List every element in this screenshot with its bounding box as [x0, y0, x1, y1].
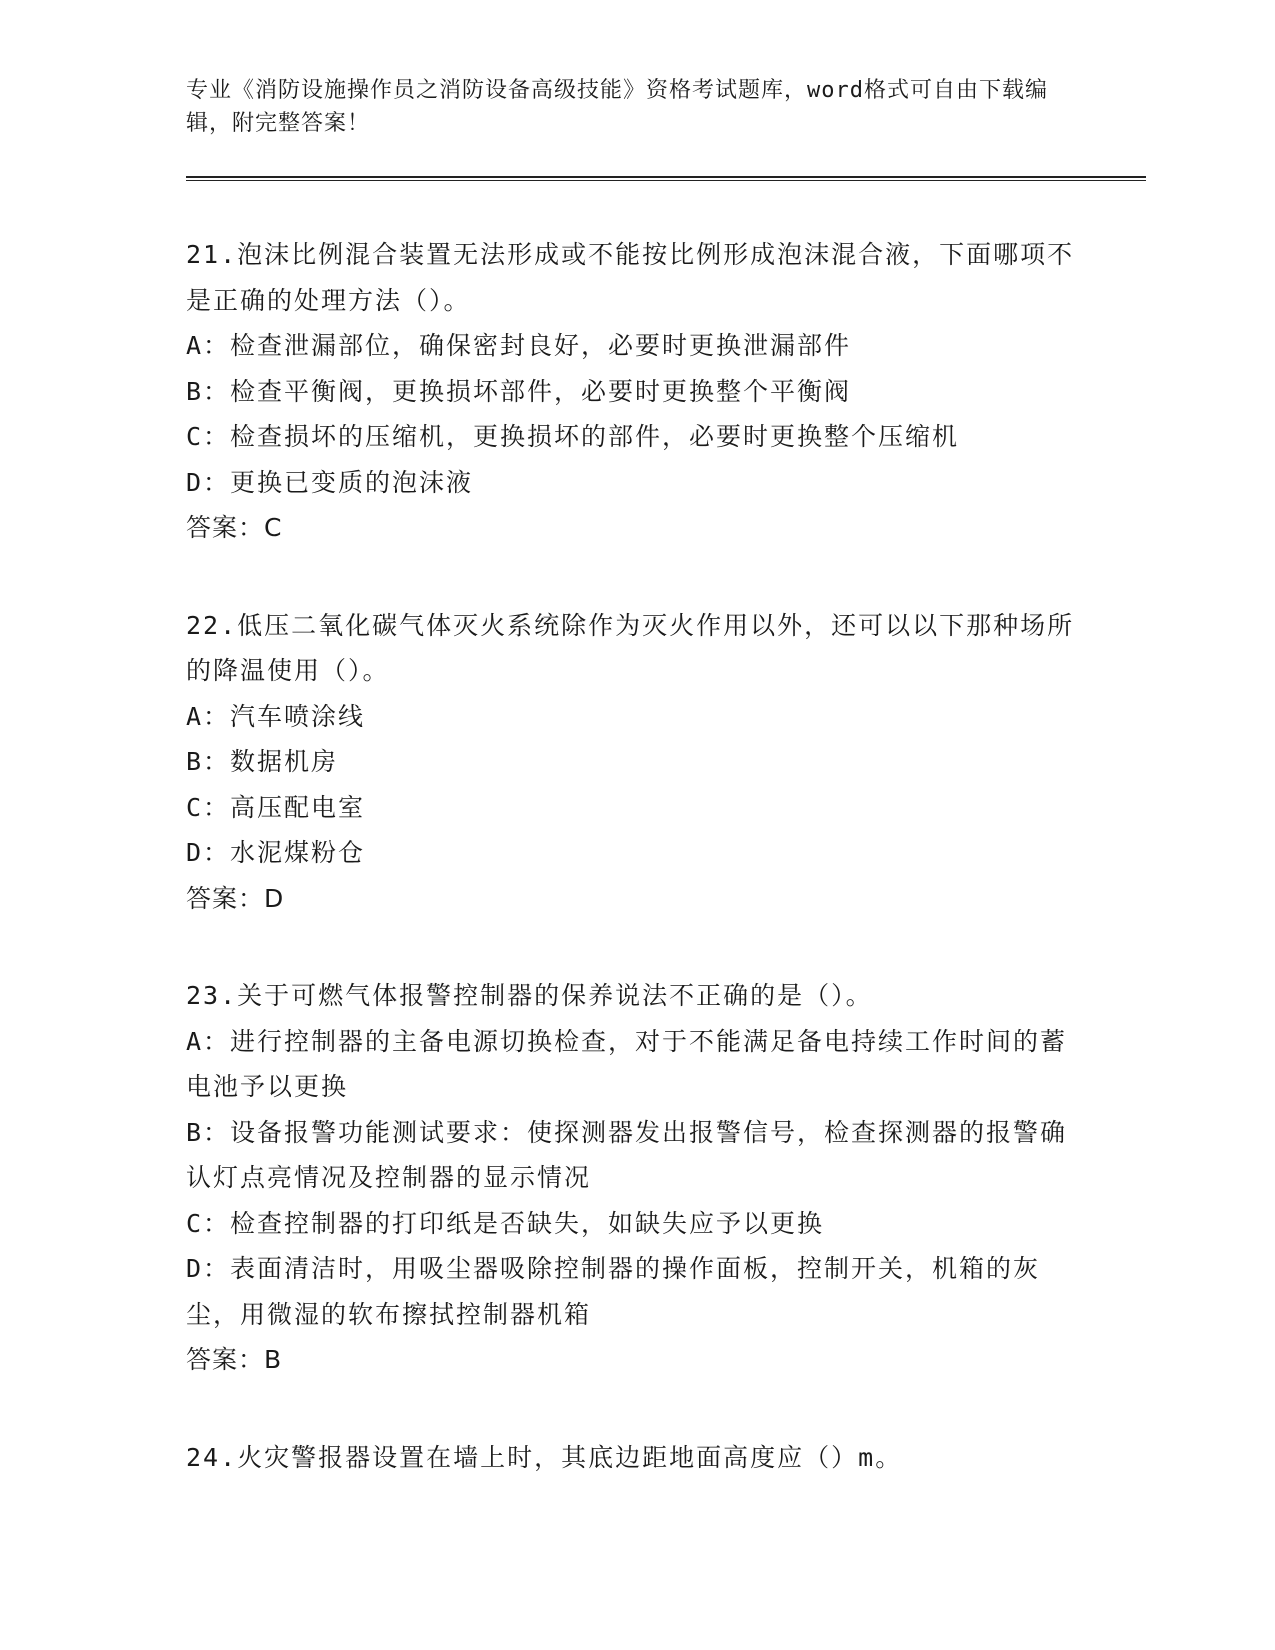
- question-list: [186, 232, 1086, 1532]
- option-d: D：表面清洁时，用吸尘器吸除控制器的操作面板，控制开关，机箱的灰尘，用微湿的软布擦拭控制器机箱: [186, 1254, 1041, 1329]
- question-22: [186, 603, 1086, 922]
- answer: 答案：B: [186, 1345, 283, 1374]
- option-a: A：进行控制器的主备电源切换检查，对于不能满足备电持续工作时间的蓄电池予以更换: [186, 1026, 1068, 1101]
- question-stem: 21.泡沫比例混合装置无法形成或不能按比例形成泡沫混合液，下面哪项不是正确的处理方法（）。: [186, 240, 1075, 315]
- option-d: D：水泥煤粉仓: [186, 838, 366, 867]
- question-23: [186, 973, 1086, 1383]
- question-24: [186, 1435, 1086, 1481]
- option-c: C：高压配电室: [186, 792, 366, 822]
- option-b: B：数据机房: [186, 747, 339, 776]
- option-c: C：检查控制器的打印纸是否缺失，如缺失应予以更换: [186, 1208, 825, 1238]
- question-stem: 22.低压二氧化碳气体灭火系统除作为灭火作用以外，还可以以下那种场所的降温使用（）。: [186, 610, 1075, 685]
- option-b: B：检查平衡阀，更换损坏部件，必要时更换整个平衡阀: [186, 376, 852, 406]
- option-b: B：设备报警功能测试要求：使探测器发出报警信号，检查探测器的报警确认灯点亮情况及控制器的显示情况: [186, 1117, 1068, 1192]
- option-a: A：检查泄漏部位，确保密封良好，必要时更换泄漏部件: [186, 331, 852, 360]
- question-21: [186, 232, 1086, 551]
- answer: 答案：D: [186, 883, 285, 913]
- document-header: 专业《消防设施操作员之消防设备高级技能》资格考试题库，word格式可自由下载编辑，附完整答案！: [186, 78, 1048, 136]
- option-d: D：更换已变质的泡沫液: [186, 467, 474, 497]
- header-divider: [186, 176, 1146, 181]
- question-stem: 24.火灾警报器设置在墙上时，其底边距地面高度应（）m。: [186, 1442, 903, 1472]
- question-stem: 23.关于可燃气体报警控制器的保养说法不正确的是（）。: [186, 981, 873, 1010]
- option-c: C：检查损坏的压缩机，更换损坏的部件，必要时更换整个压缩机: [186, 422, 960, 451]
- answer: 答案：C: [186, 513, 283, 542]
- option-a: A：汽车喷涂线: [186, 701, 366, 731]
